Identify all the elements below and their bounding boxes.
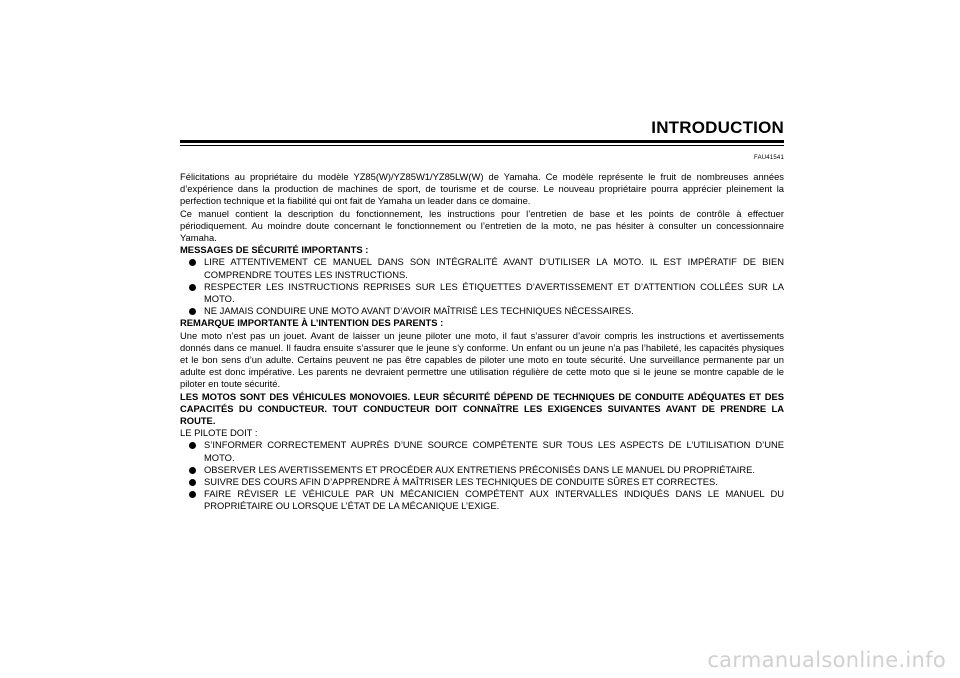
body-text bbox=[180, 171, 784, 513]
rider-heading: LE PILOTE DOIT : bbox=[180, 427, 258, 439]
header-rule-thick bbox=[180, 140, 784, 143]
header-rule-thin bbox=[180, 145, 784, 146]
parents-paragraph: Une moto n’est pas un jouet. Avant de laisser un jeune piloter une moto, il faut s’assurer d’avoir compris les instructions et avertissements donnés dans ce manuel. Il faudra ensuite s’assurer que le jeune s’y conforme. Un enfant ou un jeune n’a pas l’habileté, les capacités physiques et le bon sens d’un adulte. Certains peuvent ne pas être capables de piloter une moto en toute sécurité. Une surveillance permanente par un adulte est donc impérative. Les parents ne devraient permettre une utilisation régulière de cette moto que si le jeune se montre capable de le piloter en toute sécurité. bbox=[180, 329, 784, 390]
list-item: FAIRE RÉVISER LE VÉHICULE PAR UN MÉCANICIEN COMPÉTENT AUX INTERVALLES INDIQUÉS DANS LE MANUEL DU PROPRIÉTAIRE OU LORSQUE L’ÉTAT DE LA MÉCANIQUE L’EXIGE. bbox=[204, 488, 784, 512]
list-item: NE JAMAIS CONDUIRE UNE MOTO AVANT D’AVOIR MAÎTRISÉ LES TECHNIQUES NÉCESSAIRES. bbox=[204, 305, 784, 317]
single-track-warning: LES MOTOS SONT DES VÉHICULES MONOVOIES. LEUR SÉCURITÉ DÉPEND DE TECHNIQUES DE CONDUITE ADÉQUATES ET DES CAPACITÉS DU CONDUCTEUR. TOUT CONDUCTEUR DOIT CONNAÎTRE LES EXIGENCES SUIVANTES AVANT DE PRENDRE LA ROUTE. bbox=[180, 390, 784, 427]
safety-heading: MESSAGES DE SÉCURITÉ IMPORTANTS : bbox=[180, 244, 369, 256]
page-title: INTRODUCTION bbox=[651, 118, 784, 137]
rider-list bbox=[180, 439, 784, 512]
intro-paragraph-2: Ce manuel contient la description du fonctionnement, les instructions pour l’entretien de base et les points de contrôle à effectuer périodiquement. Au moindre doute concernant le fonctionnement ou l’entretien de la moto, ne pas hésiter à consulter un concessionnaire Yamaha. bbox=[180, 207, 784, 244]
safety-list bbox=[180, 256, 784, 317]
list-item: RESPECTER LES INSTRUCTIONS REPRISES SUR LES ÉTIQUETTES D’AVERTISSEMENT ET D’ATTENTION COLLÉES SUR LA MOTO. bbox=[204, 280, 784, 305]
list-item: SUIVRE DES COURS AFIN D’APPRENDRE À MAÎTRISER LES TECHNIQUES DE CONDUITE SÛRES ET CORRECTES. bbox=[204, 476, 784, 488]
list-item: LIRE ATTENTIVEMENT CE MANUEL DANS SON INTÉGRALITÉ AVANT D’UTILISER LA MOTO. IL EST IMPÉRATIF DE BIEN COMPRENDRE TOUTES LES INSTRUCTIONS. bbox=[204, 256, 784, 280]
list-item: OBSERVER LES AVERTISSEMENTS ET PROCÉDER AUX ENTRETIENS PRÉCONISÉS DANS LE MANUEL DU PROPRIÉTAIRE. bbox=[204, 464, 784, 476]
intro-paragraph-1: Félicitations au propriétaire du modèle YZ85(W)/YZ85W1/YZ85LW(W) de Yamaha. Ce modèle représente le fruit de nombreuses années d’expérience dans la production de machines de sport, de tourisme et de course. Le nouveau propriétaire pourra apprécier pleinement la perfection technique et la fiabilité qui ont fait de Yamaha un leader dans ce domaine. bbox=[180, 171, 784, 207]
list-item: S’INFORMER CORRECTEMENT AUPRÈS D’UNE SOURCE COMPÉTENTE SUR TOUS LES ASPECTS DE L’UTILISATION D’UNE MOTO. bbox=[204, 439, 784, 463]
site-watermark: carmanualsonline.info bbox=[707, 648, 946, 672]
reference-code: FAU41541 bbox=[754, 155, 784, 161]
parents-heading: REMARQUE IMPORTANTE À L’INTENTION DES PARENTS : bbox=[180, 317, 444, 329]
